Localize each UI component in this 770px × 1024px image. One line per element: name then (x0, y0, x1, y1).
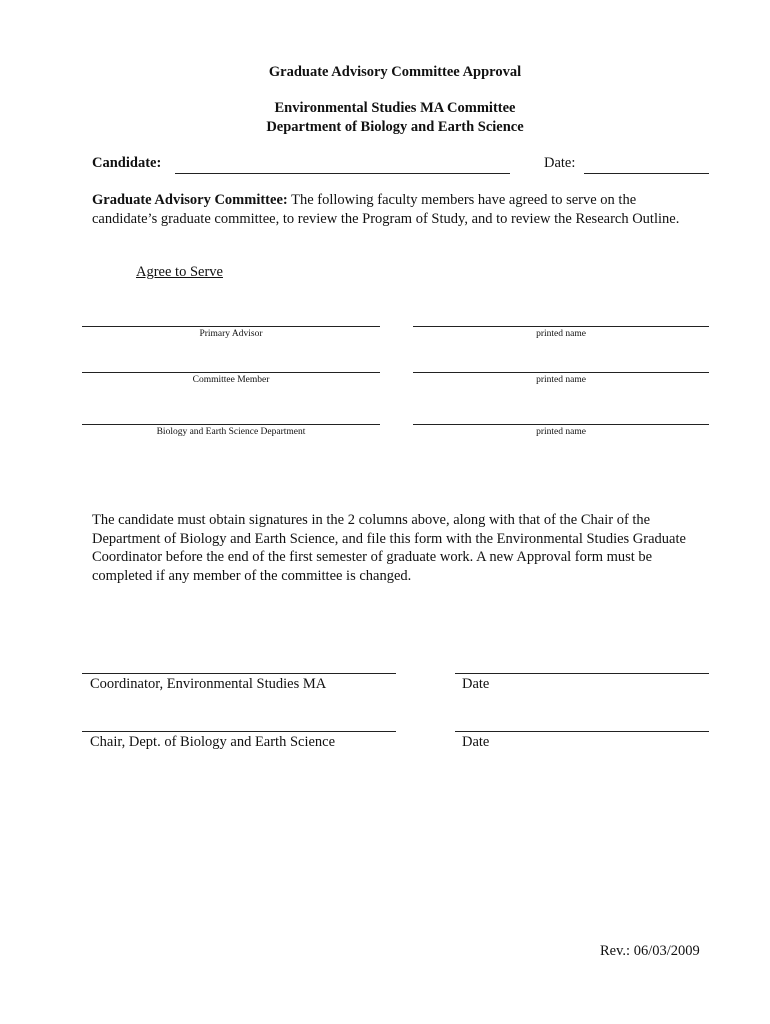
agree-to-serve-heading: Agree to Serve (136, 264, 223, 280)
primary-advisor-caption: Primary Advisor (199, 329, 263, 339)
coordinator-date-label: Date (462, 676, 490, 692)
department-subtitle: Department of Biology and Earth Science (266, 119, 524, 135)
committee-member-caption: Committee Member (192, 375, 270, 385)
coordinator-date-line[interactable] (455, 673, 709, 674)
coordinator-signature-line[interactable] (82, 673, 396, 674)
committee-member-printed-name-caption: printed name (536, 375, 586, 385)
committee-subtitle: Environmental Studies MA Committee (274, 100, 516, 116)
department-signature-line[interactable] (82, 424, 380, 425)
chair-signature-line[interactable] (82, 731, 396, 732)
chair-date-line[interactable] (455, 731, 709, 732)
candidate-label: Candidate: (92, 155, 162, 171)
date-label: Date: (544, 155, 576, 171)
instructions-paragraph: The candidate must obtain signatures in the 2 columns above, along with that of the Chair of the Department of Biology and Earth Science, and file this form with the Environmental Studies Graduate Coordinator before the end of the first semester of graduate work. A new Approval form must be completed if any member of the committee is changed. (92, 512, 686, 584)
department-printed-name-caption: printed name (536, 427, 586, 437)
committee-member-printed-name-line[interactable] (413, 372, 709, 373)
coordinator-label: Coordinator, Environmental Studies MA (90, 676, 327, 692)
committee-intro-label: Graduate Advisory Committee: (92, 192, 288, 208)
chair-date-label: Date (462, 734, 490, 750)
department-caption: Biology and Earth Science Department (156, 427, 306, 437)
committee-intro (92, 191, 692, 229)
committee-intro-text: The following faculty members have agreed to serve on the candidate’s graduate committee, to review the Program of Study, and to review the Research Outline. (92, 192, 680, 227)
primary-advisor-printed-name-caption: printed name (536, 329, 586, 339)
primary-advisor-printed-name-line[interactable] (413, 326, 709, 327)
form-title: Graduate Advisory Committee Approval (268, 64, 522, 80)
department-printed-name-line[interactable] (413, 424, 709, 425)
candidate-field[interactable] (175, 173, 510, 174)
date-field[interactable] (584, 173, 709, 174)
committee-member-signature-line[interactable] (82, 372, 380, 373)
chair-label: Chair, Dept. of Biology and Earth Science (90, 734, 336, 750)
primary-advisor-signature-line[interactable] (82, 326, 380, 327)
revision-date: Rev.: 06/03/2009 (600, 943, 700, 959)
